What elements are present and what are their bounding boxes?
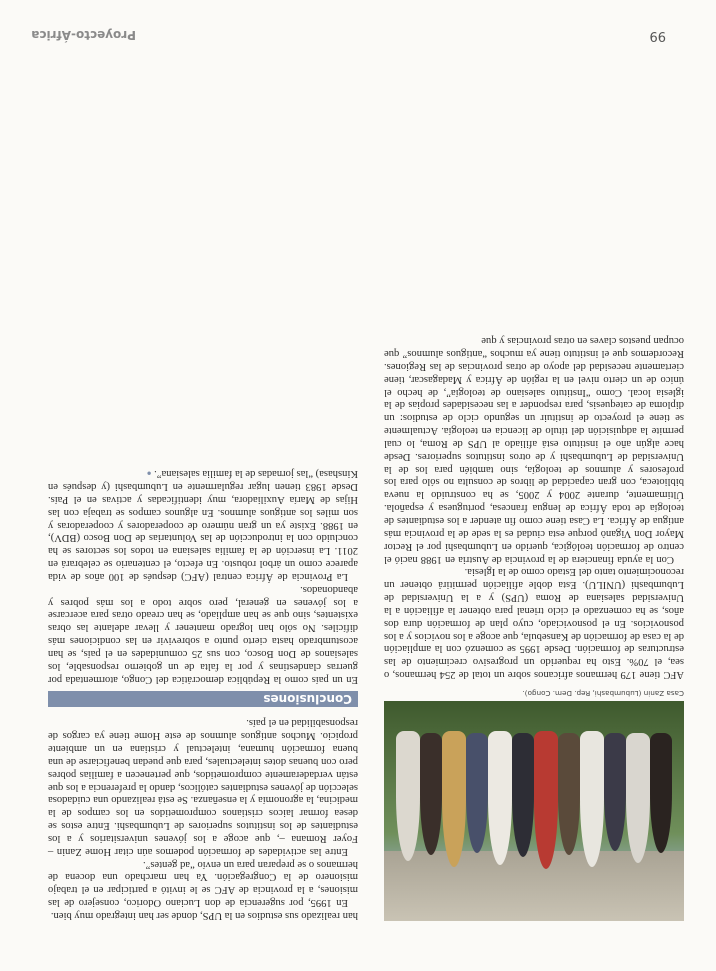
photo-crowd bbox=[392, 711, 676, 881]
paragraph-missions: En 1995, por sugerencia de don Luciano Odorico, consejero de las misiones, a la provincia de AFC se le invitó a participar en el trabajo misionero de la Congregación. Ya han marchado una docena de hermanos o se preparan para un envío “ad gentes”. bbox=[48, 858, 358, 909]
page-number: 99 bbox=[649, 28, 666, 43]
paragraph-continuation: han realizado sus estudios en la UPS, donde ser han integrado muy bien. bbox=[50, 910, 358, 921]
magazine-title: Proyecto-África bbox=[31, 28, 136, 42]
photo-caption: Casa Zanin (Lubumbashi, Rep. Dem. Congo). bbox=[522, 689, 684, 698]
paragraph-conclusion-2 bbox=[48, 466, 358, 582]
paragraph-conclusion-1: En un país como la República democrática del Congo, atormentada por guerras clandestinas y por la falta de un gobierno responsable, los salesianos de Don Bosco, con sus 25 comunidades en el país, se han acostumbrado hasta cierto punto a sobrevivir en las condiciones más difíciles. No sólo han logrado mantener y llevar adelante las obras existentes, sino que se han ampliado, se han creado otras para acercarse a los jóvenes en general, pero sobre todo a los más pobres y abandonados. bbox=[48, 583, 358, 685]
end-of-article-icon: ● bbox=[146, 469, 152, 479]
paragraph-conclusion-2-text: La Provincia de África central (AFC) después de 100 años de vida aparece como un árbol robusto. En efecto, el centenario se celebrará en 2011. La inserción de la familia salesiana en todos los sectores se ha concluido con la introducción de las Voluntarias de Don Bosco (BDV), en 1988. Existe ya un gran número de cooperadores y cooperadoras y son miles los antiguos alumnos. En algunos campos se trabaja con las Hijas de María Auxiliadora, muy identificadas y activas en el País. Desde 1983 tienen lugar regularmente en Lubumbashi (y después en Kinshasa) “las jornadas de la familia salesiana”. bbox=[48, 468, 358, 582]
paragraph-theology-center: Con la ayuda financiera de la provincia de Austria en 1988 nació el centro de formación teológica, querido en Lubumbashi por el Rector Mayor Don Viganò porque esta ciudad es la sede de la provincia más antigua de África. La Casa tiene como fin atender a los estudiantes de teología de toda África de lengua francesa, portuguesa y española. Últimamente, durante 2004 y 2005, se ha construido la nueva biblioteca, con gran capacidad de libros de consulta no sólo para los profesores y alumnos de teología, sino también para los de la Universidad de Lubumbashi y de otros institutos superiores. Desde hace algún año el instituto está afiliado al UPS de Roma, lo cual permite la adquisición del título de licencia en teología. Actualmente se tiene el proyecto de instituir un segundo ciclo de estudios: un diploma de catequesis, para responder a las necesidades propias de la iglesia local. Como “Instituto salesiano de teología”, de hecho el único de un cierto nivel en la región de África y Madagascar, tiene ciertamente necesidad del apoyo de otras provincias de las Regiones. Recordemos que el instituto tiene ya muchos “antiguos alumnos” que ocupan puestos claves en otras provincias y que bbox=[384, 335, 684, 565]
right-column bbox=[48, 466, 358, 921]
group-photo bbox=[384, 701, 684, 921]
paragraph-home-zanin: Entre las actividades de formación podemos aún citar Home Zanin – Foyer Romana –, que acoge a los jóvenes universitarios y a los estudiantes de los institutos superiores de Lubumbashi. Entre estos se desea formar laicos cristianos comprometidos en los campos de la medicina, la agronomía y la enseñanza. Se está realizando una cuidadosa selección de jóvenes estudiantes católicos, dando la preferencia a los que están verdaderamente comprometidos, que pertenecen a familias pobres pero con buenas dotes intelectuales, para que puedan beneficiarse de una buena formación humana, intelectual y cristiana en un ambiente propicio. Muchos antiguos alumnos de este Home tiene ya cargos de responsabilidad en el país. bbox=[48, 717, 358, 857]
paragraph-formation: AFC tiene 179 hermanos africanos sobre un total de 254 hermanos, o sea, el 70%. Esto ha requerido un progresivo crecimiento de las estructuras de formación. Desde 1995 se comenzó con la ampliación de la casa de formación de Kansebula, que acoge a los novicios y a los posnovicios. En el posnoviciado, cuyo plan de formación dura dos años, se ha comenzado el ciclo trienal para obtener la afiliación a la Universidad salesiana de Roma (UPS) y a la Universidad de Lubumbashi (UNILU). Esta doble afiliación permitirá obtener un reconocimiento tanto del Estado como de la Iglesia. bbox=[384, 566, 684, 681]
left-column bbox=[384, 333, 684, 921]
section-title-conclusiones: Conclusiones bbox=[48, 691, 358, 708]
